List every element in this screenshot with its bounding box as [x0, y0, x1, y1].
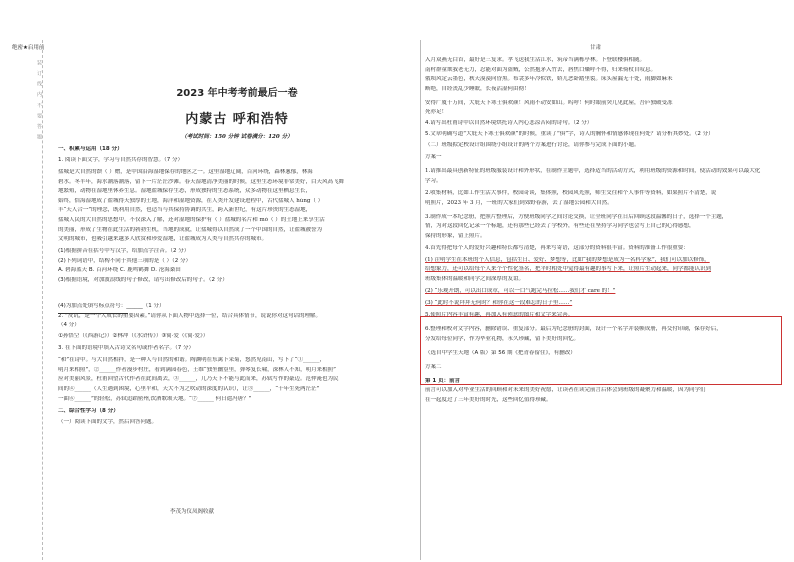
left-line-18: ①孙悟空（《西游记》）②林冲（《水浒传》）③简·爱（《简·爱》）	[58, 333, 209, 340]
right-line-21: (2) “乐观开朗，可以出口成章，可以一口气跑完马拉松……我们才 care 的！”	[425, 288, 616, 294]
right-line-17: 4.首先得把每个人的爱好兴趣和特长都写清楚，再来写寄语，这部分的资料很丰富。资料的准备工作很重要：	[425, 244, 689, 251]
right-line-20: 班级集体的温暖和同学之间深厚的友谊。	[425, 276, 525, 282]
right-line-28: 第 1 页：前言	[425, 377, 461, 384]
left-line-21: 明月来相照”，②______作者漫步村庄，看到满园春色，王维“独坐幽篁里，弹琴复长啸，深林人不知，明月来相照”	[58, 366, 336, 373]
right-line-30: 在一起度过了三年美好的时光，这些回忆值得珍藏。	[425, 396, 552, 403]
left-line-20: “和”在诗中。与大自然相拌，是一种人与自然的和谐。陶渊明在东篱下采菊，悠然见南山，写下了“①______，	[58, 357, 325, 364]
right-line-9: 方案一	[425, 154, 442, 161]
left-line-10: (1)根据拼音在括号中写汉字，给加点字注音。（2 分）	[58, 248, 190, 255]
right-line-7: 5.文章明确写道“大庇天下寒士俱欢颜”的时候，重读了“俱”字，诗人的胸怀和情感体现在何处？请分析其妙处。（2 分）	[425, 131, 714, 138]
left-line-7: 盐城人民的大自然的思想中。不仅深入了解，还对湿地的保护有（ ）盐城的名片和 mó（ ）的土地上来享生活	[58, 217, 325, 223]
left-line-13: (3)根据语境，对加波浪线的句子修改，请写出修改后的句子。（2 分）	[58, 277, 228, 283]
left-column	[58, 0, 416, 562]
left-line-12: A. 碧海蓝天 B. 百河环绕 C. 鹿鸣鹤舞 D. 沧海桑田	[58, 267, 181, 274]
exam-title: 2023 年中考考前最后一卷	[176, 88, 298, 99]
right-line-6: 4.请写出杜甫诗中以自然环境烘托诗人内心悲凉苦闷的诗句。（2 分）	[425, 120, 593, 127]
left-line-11: (2)下列词语中，结构不同于其他三项的是（ ）（2 分）	[58, 257, 192, 264]
left-line-23: 间的④______（人生遇到困境，心里平和，天大不为之吹动的深度的认识），让③______，“十年生死两茫茫”	[58, 386, 320, 392]
right-line-19: 给想象力，还可以给每个人来个个性化签名，把平时相处中觉得最有趣的事写下来，让照片生动起来，同学都能认识到	[425, 266, 712, 273]
left-line-1: 1. 阅读下面文字，学习与自然共存的智慧。（7 分）	[58, 157, 183, 163]
exam-region: 内蒙古 呼和浩特	[185, 112, 289, 127]
right-line-16: 保持的形象，留上照片。	[425, 232, 486, 239]
column-divider	[420, 40, 421, 560]
left-line-2: 盐城是大自然的馈（ ）赠，是中国沿海湿地保存的地区之一。这里湿地辽阔，百河环绕，森林葱郁，林海	[58, 169, 313, 175]
right-line-27: 方案二	[425, 363, 442, 370]
left-line-0: 一、积累与运用（18 分）	[58, 146, 123, 152]
left-line-17: （4 分）	[58, 322, 80, 329]
left-line-8: 的美丽，形成了生物在此生活的勃勃生机，当地的成就，让盐城得以自然成了一个中国的自然，让盐城被誉为	[58, 226, 323, 233]
right-line-8: （二）班级拟定校设计组围绕小组设计的两个方案进行讨论，请你参与完成下面的小题。	[425, 142, 640, 149]
left-line-19: 3. 在下面的语境中填入古诗文名句或作者名字。（7 分）	[58, 345, 194, 352]
left-line-5: 始终，恰海湿地成了盐城得天独厚的土地，海洋和湿地资源，在人类开发建设进程中，古代盐城人 hùng（ ）	[58, 197, 324, 204]
right-line-2: 俄顷风定云墨色，秋天漠漠向昏黑。布衾多年冷似铁，娇儿恶卧踏里裂。床头屋漏无干处，雨脚如麻未	[425, 76, 673, 83]
binding-line	[42, 40, 43, 560]
right-line-10: 1.请推出最具创新特征的班级服装设计和外形状，在制作主题中，选择适当的活动方式，利用班级的资源和时间，使活动的效果可以最大化	[425, 168, 761, 175]
right-line-3: 断绝，自经丧乱少睡眠，长夜沾湿何由彻！	[425, 85, 530, 92]
binding-text: 装 订 线 内 不 要 答 题	[36, 60, 42, 142]
left-line-16: 2. “反讥，是一个人成长的重要因素。”请你从下面人物中选择一位，结合具体情节，说说你对这句话的理解。	[58, 312, 321, 319]
right-line-13: 明照片，2023 年 3 月，一班的大家们到郊野春游，去了湿地公园和大自然。	[425, 199, 613, 206]
left-line-4: 地繁殖，动物在湿地里休养生息。湿地盐城保存生态，形成独特的生态系统，众多动物在这里栖息生长，	[58, 188, 312, 195]
right-line-15: 情，为对这段回忆记录一个标题，还有那些已经去了学校外，有些还在坚持学习同学也会写上自己的心得感想，	[425, 223, 695, 230]
right-line-5: 死亦足！	[425, 109, 448, 116]
left-line-9: 文明的城市，也吸引越来越多人欣赏和珍爱湿地，让盐城成为人类与自然共存的城市。	[58, 236, 268, 243]
answer-line	[58, 313, 128, 314]
right-line-23: 5.使照片内容丰富有趣，再加入有创意的图片和文字来完善。	[425, 312, 574, 318]
right-line-24: 6.整理和校对文字内容，删除错误、重复部分。最后为纪念册的封面，设计一个名字并装帧成册，再交付印刷，保存好后，	[425, 326, 722, 332]
left-footer: 李茂为仪凤阁收献	[170, 509, 215, 515]
right-line-18: (1) 注明学生在本班的个人信息，包括生日、爱好、梦想等，比如“我的梦想是成为一名科学家”，我们可以加以修饰，	[425, 256, 710, 263]
left-line-22: 应对美丽风景，杜甫回望古代作者在此间离去，③______，几乃天下不能与此而来，苏轼写作的豪迈。范仲淹也为民	[58, 376, 339, 383]
right-line-12: 2.收集材料，比如工作生活大事件，校园奇谈，集体照，校园风光照，师生交往和个人事件等资料，如果照片不清楚，说	[425, 190, 717, 196]
right-header: 甘肃	[590, 45, 602, 51]
secret-label: 绝密★启用前	[12, 45, 45, 51]
left-line-15: (4)为加点处填写标点符号：______（1 分）	[58, 303, 165, 309]
right-line-1: 南村群童欺我老无力，忍能对面为盗贼，公然抱茅入竹去，唇焦口燥呼不得，归来倚杖自叹息。	[425, 66, 657, 73]
right-line-0: 入月双燕无白首，最好是三复求。孝飞送我生沾江水，筑帝当满栋亭林。下登联楼俱相随。	[425, 57, 646, 63]
exam-info: （考试时间：150 分钟 试卷满分：120 分）	[181, 134, 293, 140]
left-line-25: 二、综合性学习（8 分）	[58, 407, 119, 414]
right-line-4: 安得广厦千万间，大庇天下寒士俱欢颜！风雨不动安如山。呜呼！何时眼前突兀见此屋，吾庐独破受冻	[425, 99, 673, 106]
right-line-26: （选自中学生天地（A 版）第 56 期《把青春留住》，有删改）	[425, 349, 576, 356]
right-column	[425, 0, 790, 562]
left-line-26: （一）阅读下面的文字，然后回答问题。	[58, 418, 158, 425]
right-line-25: 分发给每位同学，作为毕业礼物，永久珍藏，留下美好的回忆。	[425, 335, 580, 342]
right-line-22: (3) “此时不说拜拜无何时？和你在这一段难忘的日子里……”	[425, 300, 573, 306]
left-line-24: 一曲⑥______”的轻松，苏轼追蹈密州,饮酒歌颂天地。“⑦______ 何日遣冯唐？”	[58, 395, 252, 402]
right-line-14: 3.制作成一本纪念册，把照片整理后，方便班级同学之间讨论交换，让全班同学在日后回顾这段温馨的日子，选择一个主题，	[425, 213, 728, 220]
left-line-6: 丰“天人合一”的理念，既利用自然，也适当与其保持协调的共生，跨入新世纪，有这片珍贵的生态湿地，	[58, 207, 312, 214]
right-line-29: 前言可以加入对毕业生活的回顾和对未来的美好祝愿，让读者在读完前言后体会到班级的凝聚力和温暖，因为同学们	[425, 387, 706, 394]
right-line-11: 学习。	[425, 178, 442, 184]
left-line-3: 碧水。冬半年，海水潮落潮落，留下一片茫茫沙滩。春天湿地清净美丽的时候，这里生态环境非常美好，白天风高飞舞	[58, 178, 345, 185]
